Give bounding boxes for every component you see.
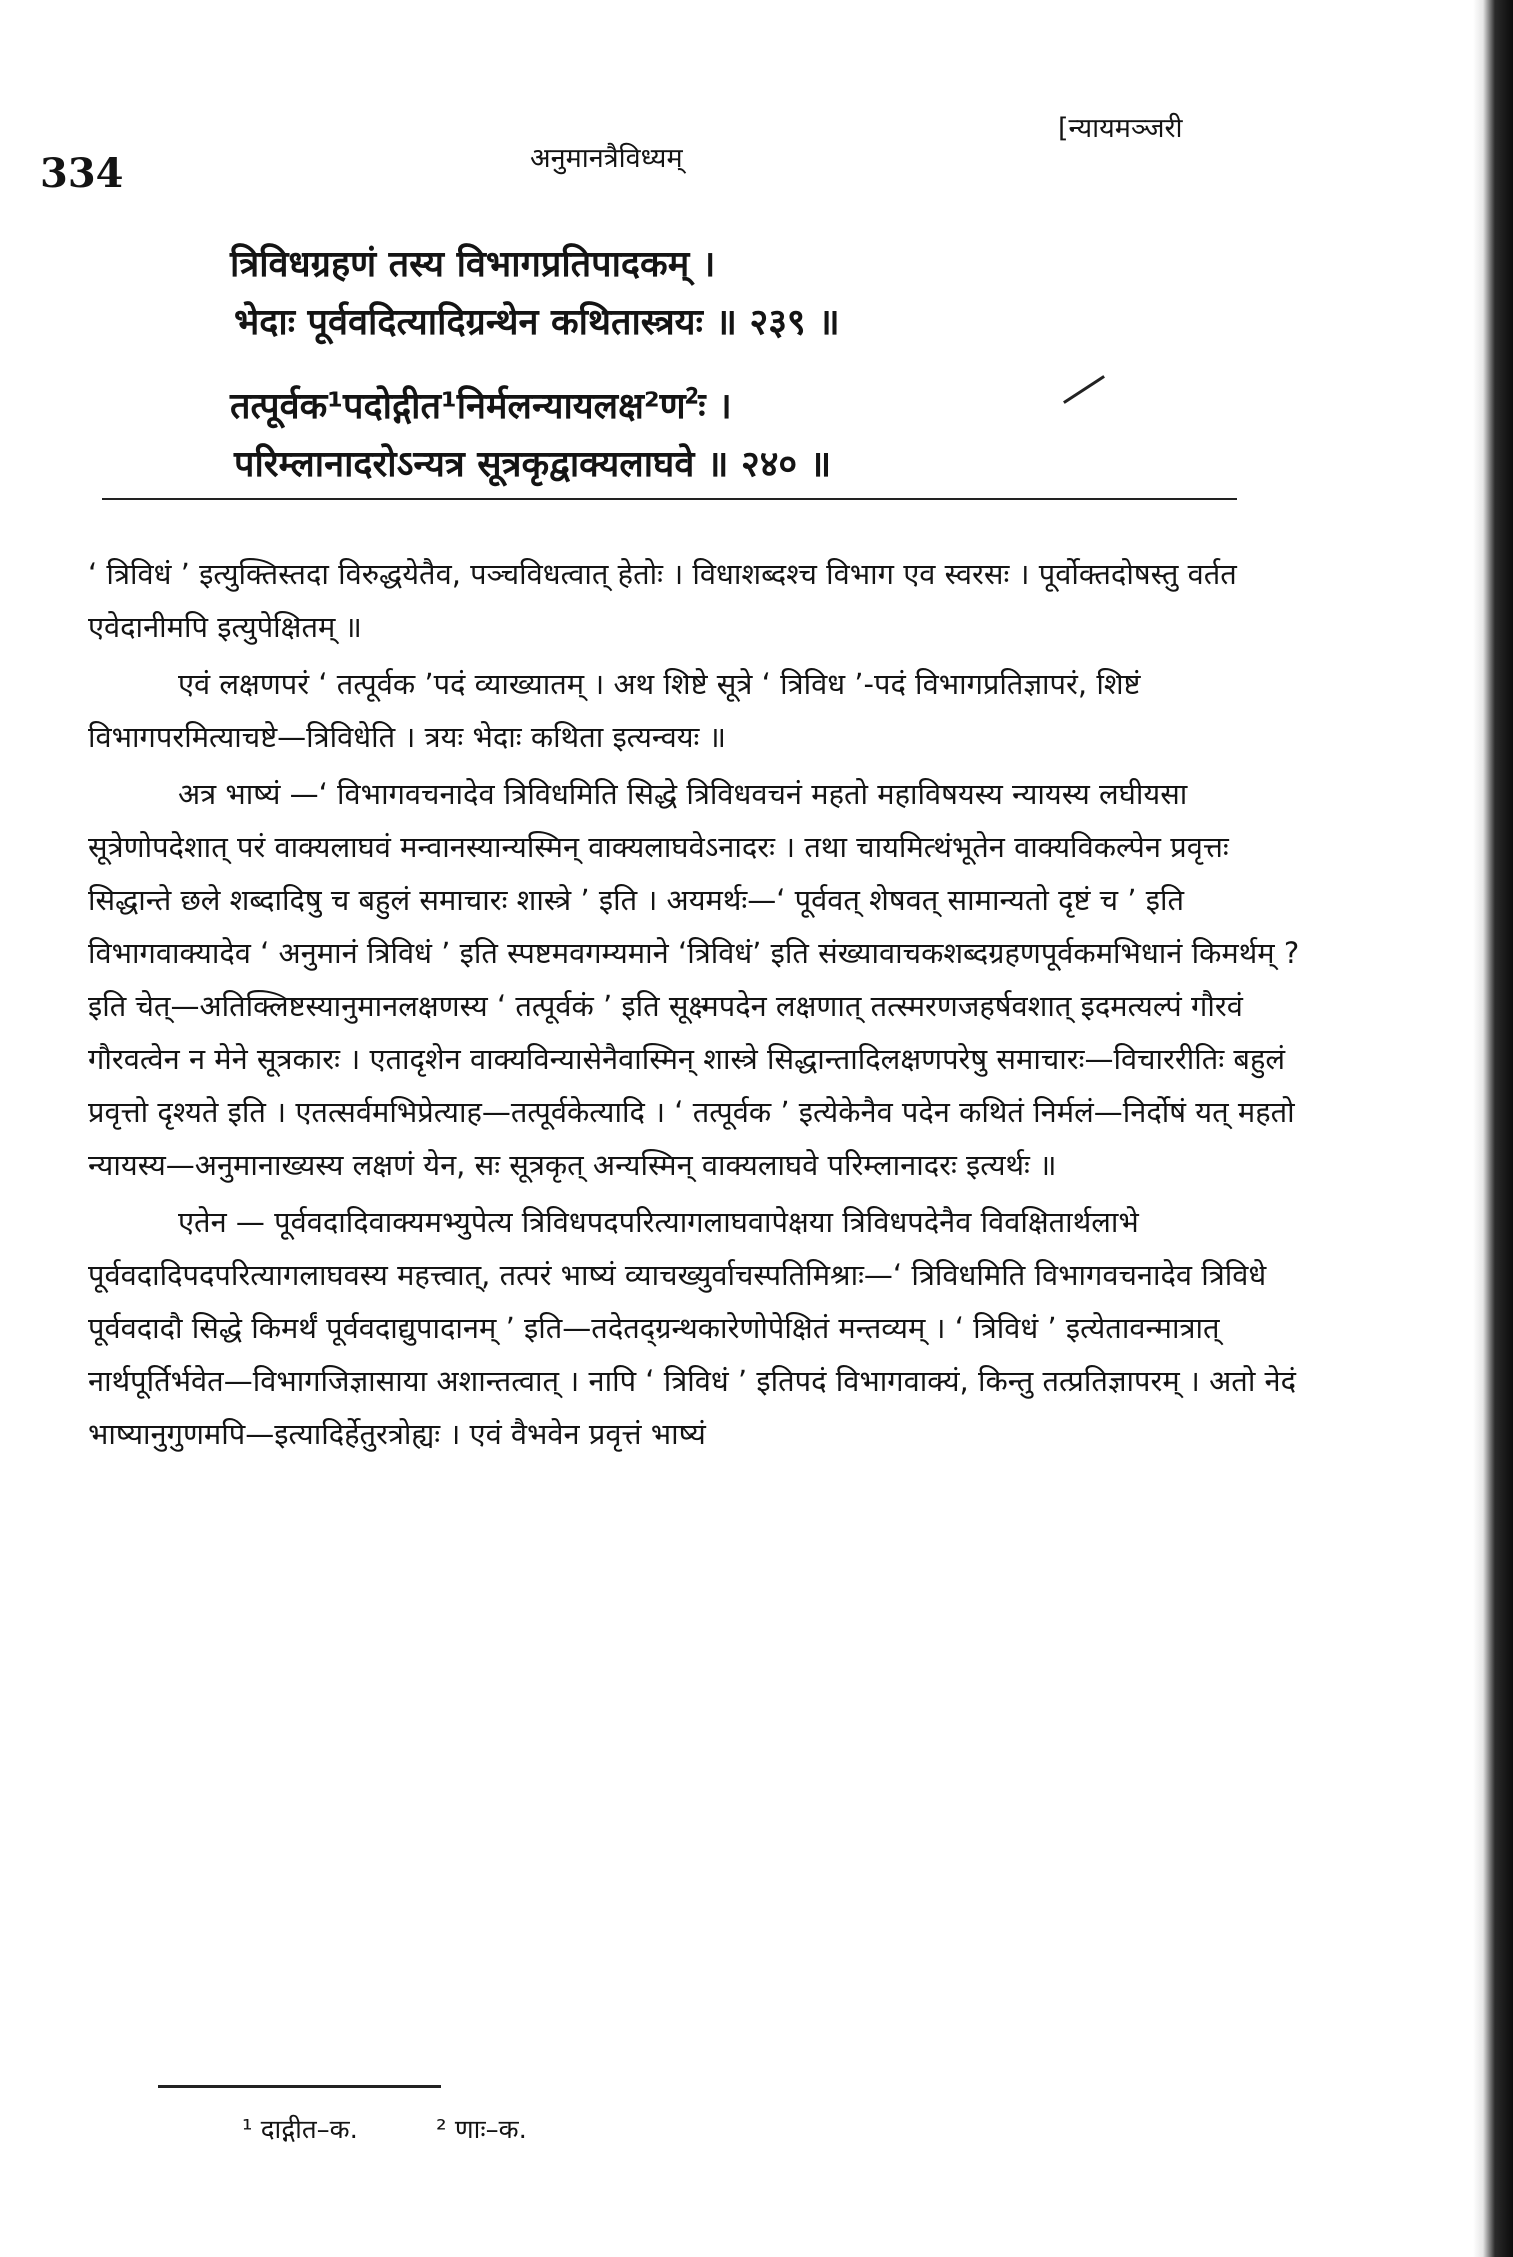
footnote: ² णाः–क. xyxy=(436,2115,527,2145)
footnotes xyxy=(242,2110,597,2146)
page-edge-shadow xyxy=(1473,0,1513,2257)
verse-divider xyxy=(102,498,1237,500)
section-head: [न्यायमञ्जरी xyxy=(1058,113,1183,144)
verse-line: भेदाः पूर्ववदित्यादिग्रन्थेन कथितास्त्रयः ॥ २३९ ॥ xyxy=(234,302,840,343)
commentary-paragraph: अत्र भाष्यं —‘ विभागवचनादेव त्रिविधमिति सिद्धे त्रिविधवचनं महतो महाविषयस्य न्यायस्य लघीयसा सूत्रेणोपदेशात् परं वाक्यलाघवं मन्वानस्यान्यस्मिन् वाक्यलाघवेऽनादरः । तथा चायमित्थंभूतेन वाक्यविकल्पेन प्रवृत्तः सिद्धान्ते छले शब्दादिषु च बहुलं समाचारः शास्त्रे ’ इति । अयमर्थः—‘ पूर्ववत् शेषवत् सामान्यतो दृष्टं च ’ इति विभागवाक्यादेव ‘ अनुमानं त्रिविधं ’ इति स्पष्टमवगम्यमाने ‘त्रिविधं’ इति संख्यावाचकशब्दग्रहणपूर्वकमभिधानं किमर्थम् ? इति चेत्—अतिक्लिष्टस्यानुमानलक्षणस्य ‘ तत्पूर्वकं ’ इति सूक्ष्मपदेन लक्षणात् तत्स्मरणजहर्षवशात् इदमत्यल्पं गौरवं गौरवत्वेन न मेने सूत्रकारः । एतादृशेन वाक्यविन्यासेनैवास्मिन् शास्त्रे सिद्धान्तादिलक्षणपरेषु समाचारः—विचाररीतिः बहुलं प्रवृत्तो दृश्यते इति । एतत्सर्वमभिप्रेत्याह—तत्पूर्वकेत्यादि । ‘ तत्पूर्वक ’ इत्येकेनैव पदेन कथितं निर्मलं—निर्दोषं यत् महतो न्यायस्य—अनुमानाख्यस्य लक्षणं येन, सः सूत्रकृत् अन्यस्मिन् वाक्यलाघवे परिम्लानादरः इत्यर्थः ॥ xyxy=(88,777,1300,1182)
footnote-divider xyxy=(158,2085,441,2088)
page-number: 334 xyxy=(40,150,124,197)
verse-line: परिम्लानादरोऽन्यत्र सूत्रकृद्वाक्यलाघवे ॥ २४० ॥ xyxy=(234,444,832,485)
commentary-paragraph: एतेन — पूर्ववदादिवाक्यमभ्युपेत्य त्रिविधपदपरित्यागलाघवापेक्षया त्रिविधपदेनैव विवक्षितार्थलाभे पूर्ववदादिपदपरित्यागलाघवस्य महत्त्वात्, तत्परं भाष्यं व्याचख्युर्वाचस्पतिमिश्राः—‘ त्रिविधमिति विभागवचनादेव त्रिविधे पूर्ववदादौ सिद्धे किमर्थं पूर्ववदाद्युपादानम् ’ इति—तदेतद्ग्रन्थकारेणोपेक्षितं मन्तव्यम् । ‘ त्रिविधं ’ इत्येतावन्मात्रात् नार्थपूर्तिर्भवेत—विभागजिज्ञासाया अशान्तत्वात् । नापि ‘ त्रिविधं ’ इतिपदं विभागवाक्यं, किन्तु तत्प्रतिज्ञापरम् । अतो नेदं भाष्यानुगुणमपि—इत्यादिर्हेतुरत्रोह्यः । एवं वैभवेन प्रवृत्तं भाष्यं xyxy=(88,1205,1297,1451)
commentary-body xyxy=(88,548,1313,1465)
verse-line: त्रिविधग्रहणं तस्य विभागप्रतिपादकम् । xyxy=(230,244,716,285)
commentary-paragraph: एवं लक्षणपरं ‘ तत्पूर्वक ’पदं व्याख्यातम् । अथ शिष्टे सूत्रे ‘ त्रिविध ’-पदं विभागप्रतिज्ञापरं, शिष्टं विभागपरमित्याचष्टे—त्रिविधेति । त्रयः भेदाः कथिता इत्यन्वयः ॥ xyxy=(88,667,1141,754)
footnote: ¹ दाद्गीत–क. xyxy=(242,2115,358,2145)
commentary-paragraph: ‘ त्रिविधं ’ इत्युक्तिस्तदा विरुद्धयेतैव, पञ्चविधत्वात् हेतोः । विधाशब्दश्च विभाग एव स्वरसः । पूर्वोक्तदोषस्तु वर्तत एवेदानीमपि इत्युपेक्षितम् ॥ xyxy=(88,557,1237,644)
verse-line: तत्पूर्वक¹पदोद्गीत¹निर्मलन्यायलक्ष²ण²ः । xyxy=(230,386,732,427)
verse-block xyxy=(230,238,1190,496)
running-head: अनुमानत्रैविध्यम् xyxy=(530,143,683,174)
